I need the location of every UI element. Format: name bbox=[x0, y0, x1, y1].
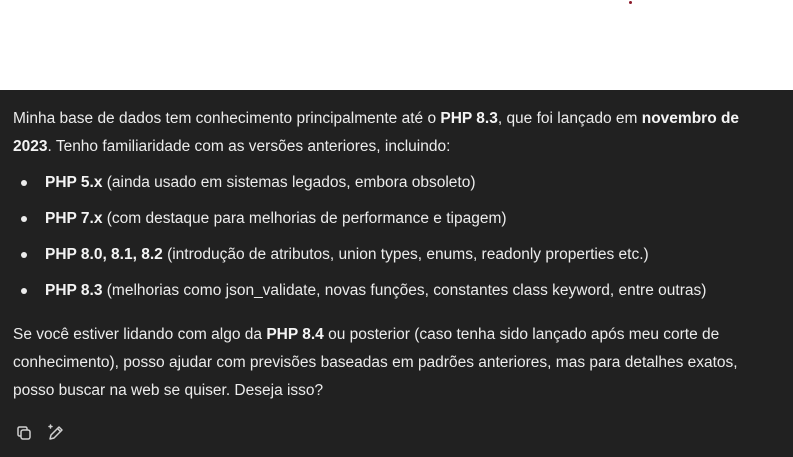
list-item-text: (ainda usado em sistemas legados, embora obsoleto) bbox=[102, 174, 476, 191]
intro-bold-version: PHP 8.3 bbox=[440, 110, 498, 127]
closing-paragraph bbox=[13, 321, 773, 405]
list-item-text: (introdução de atributos, union types, enums, readonly properties etc.) bbox=[162, 246, 649, 263]
closing-text-2: ou posterior (caso tenha sido lançado após meu corte de conhecimento), posso ajudar com previsões baseadas em padrões anteriores, mas para detalhes exatos, posso buscar na web se quiser. Deseja isso? bbox=[13, 326, 738, 399]
closing-text-1: Se você estiver lidando com algo da bbox=[13, 326, 267, 343]
top-blank-area bbox=[0, 0, 793, 90]
top-dot bbox=[629, 1, 632, 4]
bullet-icon bbox=[21, 252, 27, 258]
list-item bbox=[0, 277, 706, 313]
bullet-icon bbox=[21, 216, 27, 222]
edit-button[interactable] bbox=[45, 422, 67, 444]
bullet-icon bbox=[21, 288, 27, 294]
list-item-title: PHP 7.x bbox=[45, 210, 103, 227]
copy-icon bbox=[15, 424, 33, 442]
intro-paragraph bbox=[13, 105, 773, 161]
list-item bbox=[0, 205, 706, 241]
intro-text-2: , que foi lançado em bbox=[497, 110, 642, 127]
assistant-message-panel bbox=[0, 90, 793, 457]
list-item bbox=[0, 241, 706, 277]
intro-text-3: . Tenho familiaridade com as versões anteriores, incluindo: bbox=[47, 138, 451, 155]
list-item-text: (melhorias como json_validate, novas funções, constantes class keyword, entre outras) bbox=[102, 282, 707, 299]
list-item-title: PHP 5.x bbox=[45, 174, 103, 191]
list-item bbox=[0, 169, 706, 205]
copy-button[interactable] bbox=[13, 422, 35, 444]
bullet-icon bbox=[21, 180, 27, 186]
sparkle-edit-icon bbox=[46, 423, 66, 443]
intro-text-1: Minha base de dados tem conhecimento principalmente até o bbox=[13, 110, 441, 127]
intro-bold-date: novembro de 2023 bbox=[13, 110, 740, 155]
closing-bold-version: PHP 8.4 bbox=[266, 326, 324, 343]
list-item-text: (com destaque para melhorias de performance e tipagem) bbox=[102, 210, 507, 227]
version-list bbox=[0, 169, 706, 313]
list-item-title: PHP 8.3 bbox=[45, 282, 103, 299]
list-item-title: PHP 8.0, 8.1, 8.2 bbox=[45, 246, 163, 263]
